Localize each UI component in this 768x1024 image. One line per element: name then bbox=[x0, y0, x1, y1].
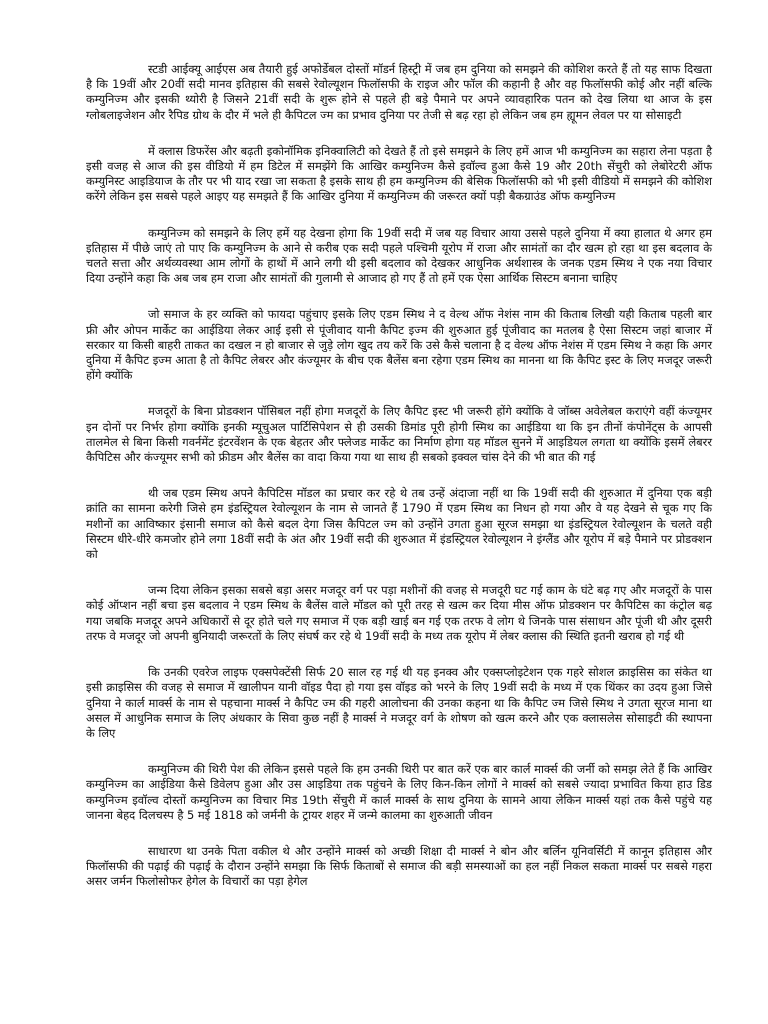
paragraph: जन्म दिया लेकिन इसका सबसे बड़ा असर मजदूर वर्ग पर पड़ा मशीनों की वजह से मजदूरी घट गई काम के घंटे बढ़ गए और मजदूरों के पास कोई ऑप्शन नहीं बचा इस बदलाव ने एडम स्मिथ के बैलेंस वाले मॉडल को पूरी तरह से खत्म कर दिया मीस ऑफ प्रोडक्शन पर कैपिटिस का कंट्रोल बढ़ गया जबकि मजदूर अपने अधिकारों से दूर होते चले गए समाज में एक बड़ी खाई बन गई एक तरफ वे लोग थे जिनके पास संसाधन और पूंजी थी और दूसरी तरफ वे मजदूर जो अपनी बुनियादी जरूरतों के लिए संघर्ष कर रहे थे 19वीं सदी के मध्य तक यूरोप में लेबर क्लास की स्थिति इतनी खराब हो गई थी bbox=[86, 583, 712, 643]
paragraph: स्टडी आईक्यू आईएस अब तैयारी हुई अफोर्डेबल दोस्तों मॉडर्न हिस्ट्री में जब हम दुनिया को समझने की कोशिश करते हैं तो यह साफ दिखता है कि 19वीं और 20वीं सदी मानव इतिहास की सबसे रेवोल्यूशन फिलॉसफी के राइज और फॉल की कहानी है और वह फिलॉसफी कोई और नहीं बल्कि कम्युनिज्म और इसकी थ्योरी है जिसने 21वीं सदी के शुरू होने से पहले ही बड़े पैमाने पर अपने व्यावहारिक पतन को देख लिया था आज के इस ग्लोबलाइजेशन और रैपिड ग्रोथ के दौर में भले ही कैपिटल ज्म का प्रभाव दुनिया पर तेजी से बढ़ रहा हो लेकिन जब हम ह्यूमन लेवल पर या सोसाइटी bbox=[86, 62, 712, 122]
paragraph: कम्युनिज्म को समझने के लिए हमें यह देखना होगा कि 19वीं सदी में जब यह विचार आया उससे पहले दुनिया में क्या हालात थे अगर हम इतिहास में पीछे जाएं तो पाए कि कम्युनिज्म के आने से करीब एक सदी पहले पश्चिमी यूरोप में राजा और सामंतों का दौर खत्म हो रहा था इस बदलाव के चलते सत्ता और अर्थव्यवस्था आम लोगों के हाथों में आने लगी थी इसी बदलाव को देखकर आधुनिक अर्थशास्त्र के जनक एडम स्मिथ ने एक नया विचार दिया उन्होंने कहा कि अब जब हम राजा और सामंतों की गुलामी से आजाद हो गए हैं तो हमें एक ऐसा आर्थिक सिस्टम बनाना चाहिए bbox=[86, 225, 712, 286]
paragraph: साधारण था उनके पिता वकील थे और उन्होंने मार्क्स को अच्छी शिक्षा दी मार्क्स ने बोन और बर्लिन यूनिवर्सिटी में कानून इतिहास और फिलॉसफी की पढ़ाई की पढ़ाई के दौरान उन्होंने समझा कि सिर्फ किताबों से समाज की बड़ी समस्याओं का हल नहीं निकल सकता मार्क्स पर सबसे गहरा असर जर्मन फिलोसोफर हेगेल के विचारों का पड़ा हेगेल bbox=[86, 843, 712, 889]
paragraph: कम्युनिज्म की थिरी पेश की लेकिन इससे पहले कि हम उनकी थिरी पर बात करें एक बार कार्ल मार्क्स की जर्नी को समझ लेते हैं कि आखिर कम्युनिज्म का आईडिया कैसे डिवेलप हुआ और उस आइडिया तक पहुंचने के लिए किन-किन लोगों ने मार्क्स को सबसे ज्यादा प्रभावित किया हाउ डिड कम्युनिज्म इवॉल्व दोस्तों कम्युनिज्म का विचार मिड 19th सेंचुरी में कार्ल मार्क्स के साथ दुनिया के सामने आया लेकिन मार्क्स यहां तक कैसे पहुंचे यह जानना बेहद दिलचस्प है 5 मई 1818 को जर्मनी के ट्रायर शहर में जन्मे कालमा का शुरुआती जीवन bbox=[86, 762, 712, 822]
paragraph: में क्लास डिफरेंस और बढ़ती इकोनॉमिक इनिक्वालिटी को देखते हैं तो इसे समझने के लिए हमें आज भी कम्युनिज्म का सहारा लेना पड़ता है इसी वजह से आज की इस वीडियो में हम डिटेल में समझेंगे कि आखिर कम्युनिज्म कैसे इवॉल्व हुआ कैसे 19 और 20th सेंचुरी को लेबोरेटरी ऑफ कम्युनिस्ट आइडियाज के तौर पर भी याद रखा जा सकता है इसके साथ ही हम कम्युनिज्म की बेसिक फिलॉसफी को भी इसी वीडियो में समझने की कोशिश करेंगे लेकिन इस सबसे पहले आइए यह समझते हैं कि आखिर दुनिया में कम्युनिज्म की जरूरत क्यों पड़ी बैकग्राउंड ऑफ कम्युनिज्म bbox=[86, 143, 712, 204]
paragraph: मजदूरों के बिना प्रोडक्शन पॉसिबल नहीं होगा मजदूरों के लिए कैपिट इस्ट भी जरूरी होंगे क्योंकि वे जॉब्स अवेलेबल कराएंगे वहीं कंज्यूमर इन दोनों पर निर्भर होगा क्योंकि इनकी म्यूचुअल पार्टिसिपेशन से ही उसकी डिमांड पूरी होगी स्मिथ का आईडिया था कि इन तीनों कंपोनेंट्स के आपसी तालमेल से बिना किसी गवर्नमेंट इंटरवेंशन के एक बेहतर और फ्लेजड मार्केट का निर्माण होगा यह मॉडल सुनने में आइडियल लगता था क्योंकि इसमें लेबरर कैपिटिस और कंज्यूमर सभी को फ्रीडम और बैलेंस का वादा किया गया था साथ ही सबको इक्वल चांस देने की भी बात की गई bbox=[86, 404, 712, 465]
paragraph: कि उनकी एवरेज लाइफ एक्सपेक्टेंसी सिर्फ 20 साल रह गई थी यह इनक्व और एक्सप्लोइटेशन एक गहरे सोशल क्राइसिस का संकेत था इसी क्राइसिस की वजह से समाज में खालीपन यानी वॉइड पैदा हो गया इस वॉइड को भरने के लिए 19वीं सदी के मध्य में एक थिंकर का उदय हुआ जिसे दुनिया ने कार्ल मार्क्स के नाम से पहचाना मार्क्स ने कैपिट ज्म की गहरी आलोचना की उनका कहना था कि कैपिट ज्म जिसे स्मिथ ने उगता सूरज माना था असल में आधुनिक समाज के लिए अंधकार के सिवा कुछ नहीं है मार्क्स ने मजदूर वर्ग के शोषण को खत्म करने और एक क्लासलेस सोसाइटी की स्थापना के लिए bbox=[86, 665, 712, 740]
paragraph: जो समाज के हर व्यक्ति को फायदा पहुंचाए इसके लिए एडम स्मिथ ने द वेल्थ ऑफ नेशंस नाम की किताब लिखी यही किताब पहली बार फ्री और ओपन मार्केट का आईडिया लेकर आई इसी से पूंजीवाद यानी कैपिट इज्म की शुरुआत हुई पूंजीवाद का मतलब है ऐसा सिस्टम जहां बाजार में सरकार या किसी बाहरी ताकत का दखल न हो बाजार से जुड़े लोग खुद तय करें कि उसे कैसे चलाना है द वेल्थ ऑफ नेशंस में एडम स्मिथ ने कहा कि अगर दुनिया में कैपिट इज्म आता है तो कैपिट लेबरर और कंज्यूमर के बीच एक बैलेंस बना रहेगा एडम स्मिथ का मानना था कि कैपिट इस्ट के लिए मजदूर जरूरी होंगे क्योंकि bbox=[86, 307, 712, 383]
paragraph: थी जब एडम स्मिथ अपने कैपिटिस मॉडल का प्रचार कर रहे थे तब उन्हें अंदाजा नहीं था कि 19वीं सदी की शुरुआत में दुनिया एक बड़ी क्रांति का सामना करेगी जिसे हम इंडस्ट्रियल रेवोल्यूशन के नाम से जानते हैं 1790 में एडम स्मिथ का निधन हो गया और वे यह देखने से चूक गए कि मशीनों का आविष्कार इंसानी समाज को कैसे बदल देगा जिस कैपिटल ज्म को उन्होंने उगता हुआ सूरज समझा था इंडस्ट्रियल रेवोल्यूशन के चलते वही सिस्टम धीरे-धीरे कमजोर होने लगा 18वीं सदी के अंत और 19वीं सदी की शुरुआत में इंडस्ट्रियल रेवोल्यूशन ने इंग्लैंड और यूरोप में बड़े पैमाने पर प्रोडक्शन को bbox=[86, 486, 712, 562]
